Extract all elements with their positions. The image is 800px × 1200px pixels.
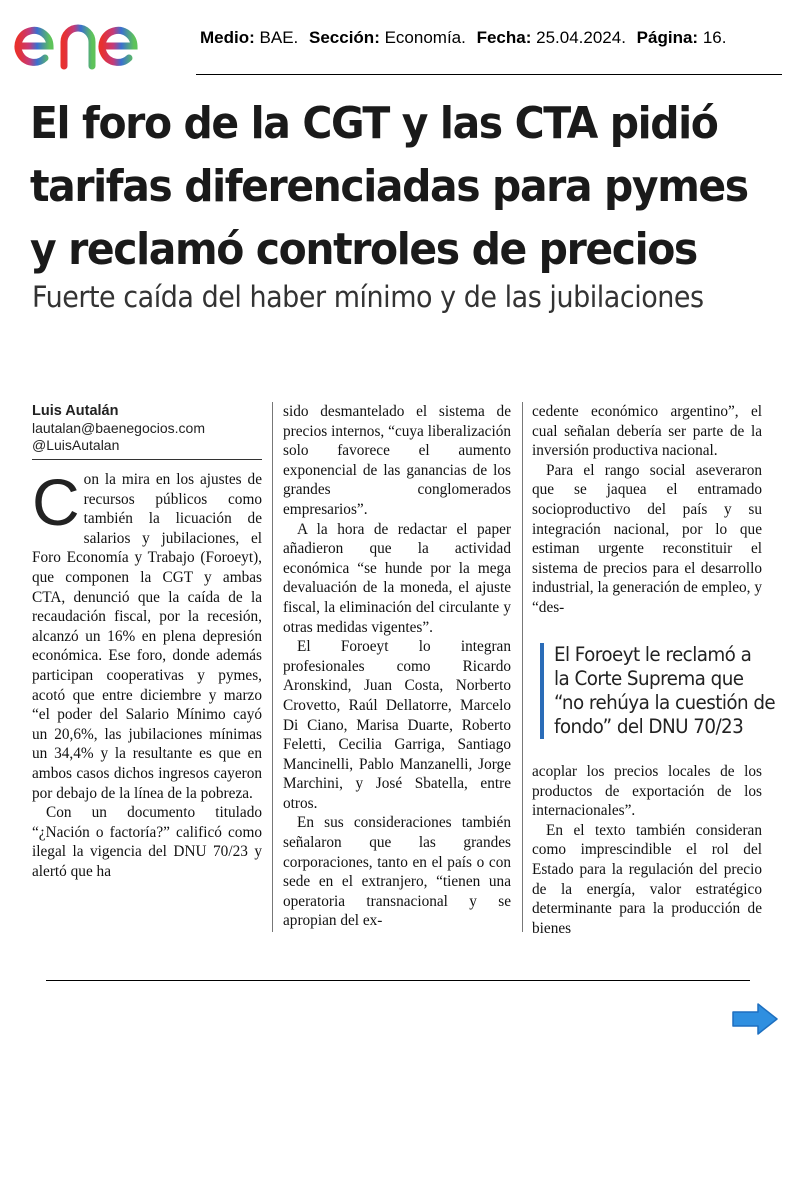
article-column-1 (32, 465, 262, 881)
pull-quote-line: “no rehúya la cuestión de (554, 691, 776, 714)
pagina-value: 16. (702, 28, 727, 47)
paragraph: sido desmantelado el sistema de precios internos, “cuya liberalización solo favorece el aumento exponencial de las ganancias de los grandes conglomerados empresarios”. (283, 403, 511, 518)
headline-line: tarifas diferenciadas para pymes (30, 161, 748, 212)
author-name: Luis Autalán (32, 403, 119, 419)
paragraph: Con un documento titulado “¿Nación o factoría?” calificó como ilegal la vigencia del DNU 70/23 y alertó que ha (32, 804, 262, 880)
paragraph: Para el rango social aseveraron que se jaquea el entramado socioproductivo del país y su integración nacional, por lo que estiman urgente reconstituir el sistema de precios para el desarrollo industrial, la generación de empleo, y “des- (532, 461, 762, 616)
pagina-label: Página: (636, 28, 699, 47)
article-headline (30, 92, 748, 281)
pull-quote-line: El Foroeyt le reclamó a (554, 643, 752, 666)
paragraph: En sus consideraciones también señalaron que las grandes corporaciones, tanto en el país o con sede en el extranjero, “tienen una operatoria transnacional y se apropian del ex- (283, 814, 511, 930)
pull-quote-line: fondo” del DNU 70/23 (554, 715, 744, 738)
article-column-3 (532, 402, 762, 618)
column-divider (522, 402, 523, 932)
paragraph: El Foroeyt lo integran profesionales como Ricardo Aronskind, Juan Costa, Norberto Crovetto, Raúl Dellatorre, Marcelo Di Ciano, Marisa Duarte, Roberto Feletti, Cecilia Garriga, Santiago Mancinelli, Pablo Manzanelli, Jorge Marchini, y José Sbatella, entre otros. (283, 638, 511, 812)
paragraph-text: on la mira en los ajustes de recursos públicos como también la licuación de salarios y jubilaciones, el Foro Economía y Trabajo (Foroeyt), que componen la CGT y ambas CTA, denunció que la caída de la recaudación fiscal, por la recesión, alcanzó un 16% en plena depresión económica. Ese foro, donde además participan cooperativas y pymes, acotó que entre diciembre y marzo “el poder del Salario Mínimo cayó un 20,6%, las jubilaciones mínimas un 34,4% y la resultante es que en ambos casos dichos ingresos cayeron por debajo de la línea de la pobreza. (32, 471, 262, 802)
byline-divider (32, 459, 262, 460)
article-column-2 (283, 402, 511, 931)
paragraph (32, 465, 262, 803)
medio-value: BAE. (259, 28, 299, 47)
seccion-label: Sección: (309, 28, 380, 47)
paragraph: En el texto también consideran como imprescindible el rol del Estado para la regulación del precio de la energía, valor estratégico determinante para la producción de bienes (532, 821, 762, 937)
pull-quote-line: la Corte Suprema que (554, 667, 744, 690)
fecha-value: 25.04.2024. (536, 28, 626, 47)
headline-line: y reclamó controles de precios (30, 224, 697, 275)
medio-label: Medio: (200, 28, 255, 47)
byline (32, 403, 262, 454)
headline-line: El foro de la CGT y las CTA pidió (30, 98, 718, 149)
enel-logo (14, 6, 182, 70)
header-divider (196, 74, 782, 75)
footer-divider (46, 980, 750, 981)
seccion-value: Economía. (384, 28, 466, 47)
paragraph: acoplar los precios locales de los productos de exportación de los internacionales”. (532, 763, 762, 820)
fecha-label: Fecha: (476, 28, 532, 47)
next-page-arrow-icon[interactable] (730, 1002, 780, 1036)
article-column-3-continued (532, 762, 762, 938)
paragraph: cedente económico argentino”, el cual señalan debería ser parte de la inversión productiva nacional. (532, 403, 762, 460)
pull-quote (540, 643, 786, 739)
page-header (0, 0, 800, 76)
drop-cap: C (32, 465, 80, 539)
author-email: lautalan@baenegocios.com (32, 420, 205, 436)
author-twitter: @LuisAutalan (32, 437, 120, 453)
publication-meta (200, 28, 726, 48)
paragraph: A la hora de redactar el paper añadieron que la actividad económica “se hunde por la mega devaluación de la moneda, el ajuste fiscal, la eliminación del circulante y otras medidas vigentes”. (283, 520, 511, 636)
column-divider (272, 402, 273, 932)
article-deck: Fuerte caída del haber mínimo y de las jubilaciones (32, 280, 704, 314)
